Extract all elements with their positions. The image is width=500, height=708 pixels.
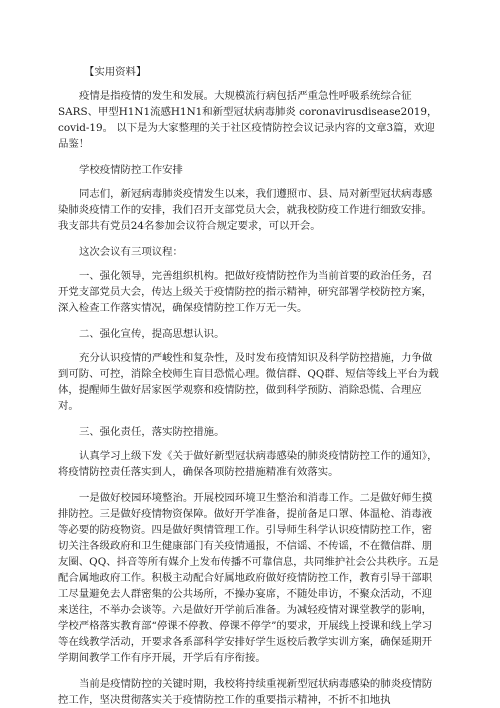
closing-paragraph: 当前是疫情防控的关键时期，我校将持续重视新型冠状病毒感染的肺炎疫情防控工作，坚决贯彻落实关于疫情防控工作的重要指示精神，不折不扣地执 [58, 678, 433, 706]
agenda-item-2-body: 充分认识疫情的严峻性和复杂性，及时发布疫情知识及科学防控措施，力争做到可防、可控，消除全校师生盲目恐慌心理。微信群、QQ群、短信等线上平台为载体，提醒师生做好居家医学观察和疫情防控，做到科学预防、消除恐慌、合理应对。 [58, 352, 439, 412]
agenda-item-3-body: 认真学习上级下发《关于做好新型冠状病毒感染的肺炎疫情防控工作的通知》，将疫情防控责任落实到人，确保各项防控措施精准有效落实。 [58, 450, 438, 478]
agenda-item-3-detail: 一是做好校园环境整治。开展校园环境卫生整治和消毒工作。二是做好师生摸排防控。三是做好疫情物资保障。做好开学准备，提前备足口罩、体温枪、消毒液等必要的防疫物资。四是做好舆情管理工作。引导师生科学认识疫情防控工作，密切关注各级政府和卫生健康部门有关疫情通报，不信谣、不传谣，不在微信群、朋友圈、QQ、抖音等所有媒介上发布传播不可靠信息，共同维护社会公共秩序。五是配合属地政府工作。积极主动配合好属地政府做好疫情防控工作，教育引导干部职工尽量避免去人群密集的公共场所，不操办宴席，不随处串访，不聚众活动，不迎来送往，不举办会谈等。六是做好开学前后准备。为减轻疫情对课堂教学的影响，学校严格落实教育部“停课不停教、停课不停学”的要求，开展线上授课和线上学习等在线教学活动，开要求各系部科学安排好学生返校后教学实训方案，确保延期开学期间教学工作有序开展，开学后有序衔接。 [58, 492, 439, 664]
section-title: 学校疫情防控工作安排 [79, 164, 183, 176]
agenda-line: 这次会议有三项议程： [79, 246, 183, 258]
intro-paragraph: 疫情是指疫情的发生和发展。大规模流行病包括严重急性呼吸系统综合征SARS、甲型H1N1流感H1N1和新型冠状病毒肺炎 coronavirusdisease2019，covid-19。 以下是为大家整理的关于社区疫情防控会议记录内容的文章3篇，欢迎品鉴！ [58, 90, 438, 150]
paragraph-greeting: 同志们，新冠病毒肺炎疫情发生以来，我们遵照市、县、局对新型冠状病毒感染肺炎疫情工作的安排，我们召开支部党员大会，就我校防疫工作进行细致安排。我支部共有党员24名参加会议符合规定要求，可以开会。 [58, 188, 433, 232]
agenda-item-1: 一、强化领导，完善组织机构。把做好疫情防控作为当前首要的政治任务，召开党支部党员大会，传达上级关于疫情防控的指示精神，研究部署学校防控方案，深入检查工作落实情况，确保疫情防控工作万无一失。 [58, 270, 433, 314]
doc-tag: 【实用资料】 [84, 66, 147, 78]
agenda-item-3-title: 三、强化责任，落实防控措施。 [79, 426, 225, 438]
agenda-item-2-title: 二、强化宣传，提高思想认识。 [79, 328, 225, 340]
